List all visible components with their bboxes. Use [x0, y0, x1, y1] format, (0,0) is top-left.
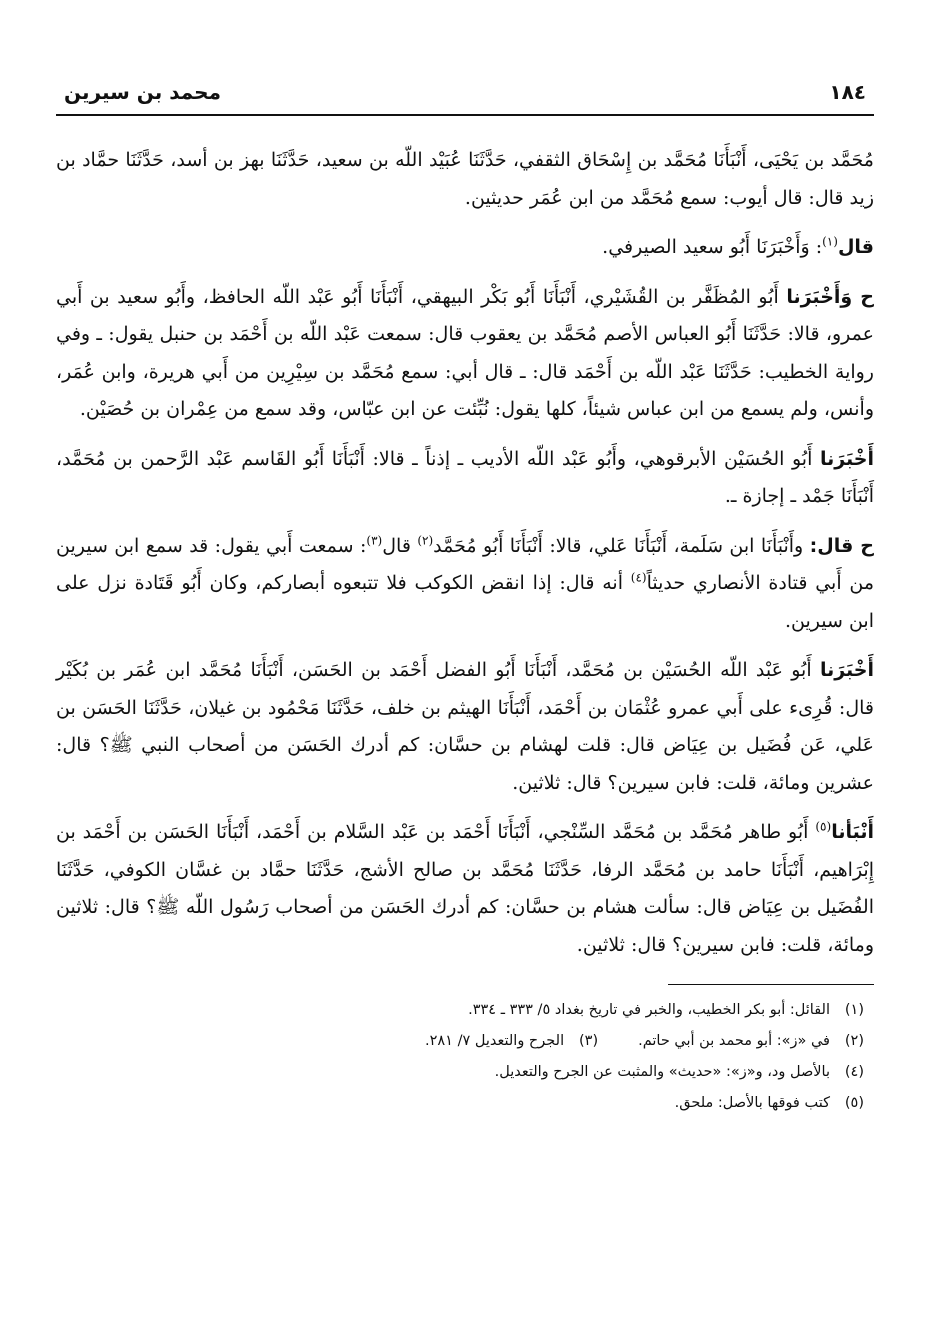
footnotes: [56, 995, 874, 1119]
paragraph-lead: أَخْبَرَنا: [819, 447, 874, 470]
footnote-number: (٤): [844, 1064, 864, 1080]
book-page: [56, 70, 874, 1119]
paragraph-lead: ح قال:: [809, 534, 875, 557]
main-text: [56, 142, 874, 964]
paragraph: [56, 441, 874, 516]
paragraph: [56, 652, 874, 802]
paragraph: [56, 528, 874, 641]
paragraph: [56, 229, 874, 267]
footnote-rule: [668, 984, 874, 985]
page-number: ١٨٤: [829, 80, 866, 104]
footnote-ref: (٤): [630, 570, 647, 585]
footnote-row: [56, 1088, 864, 1119]
footnote-text: في «ز»: أبو محمد بن أبي حاتم.: [638, 1033, 830, 1049]
paragraph-text: : سمعت أَبي يقول: قد سمع ابن سيرين من أَبي قتادة الأنصاري حديثاً: [56, 534, 875, 594]
header-rule: [56, 114, 874, 116]
footnote-number: (٢): [844, 1033, 864, 1049]
paragraph-lead: أَخْبَرَنا: [819, 659, 874, 681]
paragraph-lead: قال: [837, 236, 874, 258]
footnote-text: القائل: أبو بكر الخطيب، والخبر في تاريخ بغداد ٥/ ٣٣٣ ـ ٣٣٤.: [468, 1002, 830, 1018]
paragraph-lead: أَنْبَأنا: [831, 821, 874, 843]
footnote-number: (٥): [844, 1095, 864, 1111]
paragraph-lead: ح وَأَخْبَرَنا: [786, 285, 874, 308]
paragraph: [56, 814, 874, 964]
footnote: [638, 1026, 864, 1057]
paragraph-text: مُحَمَّد بن يَحْيَى، أَنْبَأَنَا مُحَمَّد بن إِسْحَاق الثقفي، حَدَّثَنَا عُبَيْد اللّه بن سعيد، حَدَّثَنَا بهز بن أسد، حَدَّثَنَا حمَّاد بن زيد قال: قال أيوب: سمع مُحَمَّد من ابن عُمَر حديثين.: [56, 149, 874, 209]
paragraph-text: أَبُو الحُسَيْن الأبرقوهي، وأَبُو عَبْد اللّه الأديب ـ إذناً ـ قالا: أَنْبَأَنَا أَبُو القَاسم عَبْد الرَّحمن بن مُحَمَّد، أَنْبَأَنَا جَمْد ـ إجازة ـ.: [56, 447, 874, 507]
footnote: [675, 1088, 864, 1119]
footnote-row: [56, 995, 864, 1026]
running-title: محمد بن سيرين: [64, 80, 221, 104]
footnote-row: [56, 1026, 864, 1057]
paragraph-text: أَبُو المُظَفَّر بن القُشَيْري، أَنْبَأَنَا أَبُو بَكْر البيهقي، أَنْبَأَنَا أَبُو عَبْد اللّه الحافظ، وأَبُو سعيد بن أَبي عمرو، قالا: حَدَّثَنَا أَبُو العباس الأصم مُحَمَّد بن يعقوب قال: سمعت عَبْد اللّه بن أَحْمَد بن حنبل يقول: ـ وفي رواية الخطيب: حَدَّثَنَا عَبْد اللّه بن أَحْمَد قال: ـ قال أبي: سمع مُحَمَّد بن سِيْرِين من أَبي هريرة، وابن عُمَر، وأنس، ولم يسمع من ابن عباس شيئاً، كلها يقول: نُبِّئت عن ابن عبّاس، وقد سمع من عِمْران بن حُصَيْن.: [56, 285, 874, 420]
footnote: [468, 995, 864, 1026]
footnote: [425, 1026, 598, 1057]
footnote-text: كتب فوقها بالأصل: ملحق.: [674, 1095, 830, 1111]
footnote-text: بالأصل ود، و«ز»: «حديث» والمثبت عن الجرح والتعديل.: [494, 1064, 830, 1080]
paragraph-text: : وَأَخْبَرَنَا أَبُو سعيد الصيرفي.: [602, 236, 823, 258]
footnote-ref: (٢): [417, 533, 434, 548]
footnote: [495, 1057, 864, 1088]
footnote-ref: (١): [822, 234, 838, 249]
footnote-row: [56, 1057, 864, 1088]
paragraph-text: أَبُو طاهر مُحَمَّد بن مُحَمَّد السِّنْجي، أَنْبَأَنَا أَحْمَد بن عَبْد السَّلام بن أَحْمَد، أَنْبَأَنَا الحَسَن بن أَحْمَد بن إِبْرَاهيم، أَنْبَأَنَا حامد بن مُحَمَّد الرفا، حَدَّثَنَا مُحَمَّد بن صالح الأشج، حَدَّثَنَا حمَّاد بن غسَّان الكوفي، حَدَّثَنَا الفُضَيل بن عِيَاض قال: سألت هشام بن حسَّان: كم أدرك الحَسَن من أصحاب رَسُول اللّه ﷺ؟ قال: ثلاثين ومائة، قلت: فابن سيرين؟ قال: ثلاثين.: [56, 821, 874, 956]
footnote-ref: (٥): [815, 819, 832, 834]
footnote-ref: (٣): [366, 533, 383, 548]
paragraph-text: أَبُو عَبْد اللّه الحُسَيْن بن مُحَمَّد، أَنْبَأَنَا أَبُو الفضل أَحْمَد بن الحَسَن، أَنْبَأَنَا مُحَمَّد ابن عُمَر بن بُكَيْر قال: قُرِىء على أَبي عمرو عُثْمَان بن أَحْمَد، أَنْبَأَنَا الهيثم بن خلف، حَدَّثَنَا مَحْمُود بن غيلان، حَدَّثَنَا الحَسَن بن عَلي، عَن فُضَيل بن عِيَاض قال: قلت لهشام بن حسَّان: كم أدرك الحَسَن من أصحاب النبي ﷺ؟ قال: عشرين ومائة، قلت: فابن سيرين؟ قال: ثلاثين.: [56, 659, 874, 794]
paragraph: [56, 142, 874, 217]
paragraph-text: أنه قال: إذا انقض الكوكب فلا تتبعوه أبصاركم، وكان أَبُو قَتَادة نزل على ابن سيرين.: [56, 572, 874, 632]
paragraph-text: قال: [382, 534, 418, 557]
footnote-number: (٣): [578, 1033, 599, 1049]
footnote-number: (١): [844, 1002, 864, 1018]
paragraph-text: وأَنْبَأَنَا ابن سَلَمة، أَنْبَأَنَا عَلي، قالا: أَنْبَأَنَا أَبُو مُحَمَّد: [433, 534, 810, 557]
footnote-text: الجرح والتعديل ٧/ ٢٨١.: [424, 1033, 565, 1049]
page-header: [56, 70, 874, 104]
paragraph: [56, 279, 874, 429]
